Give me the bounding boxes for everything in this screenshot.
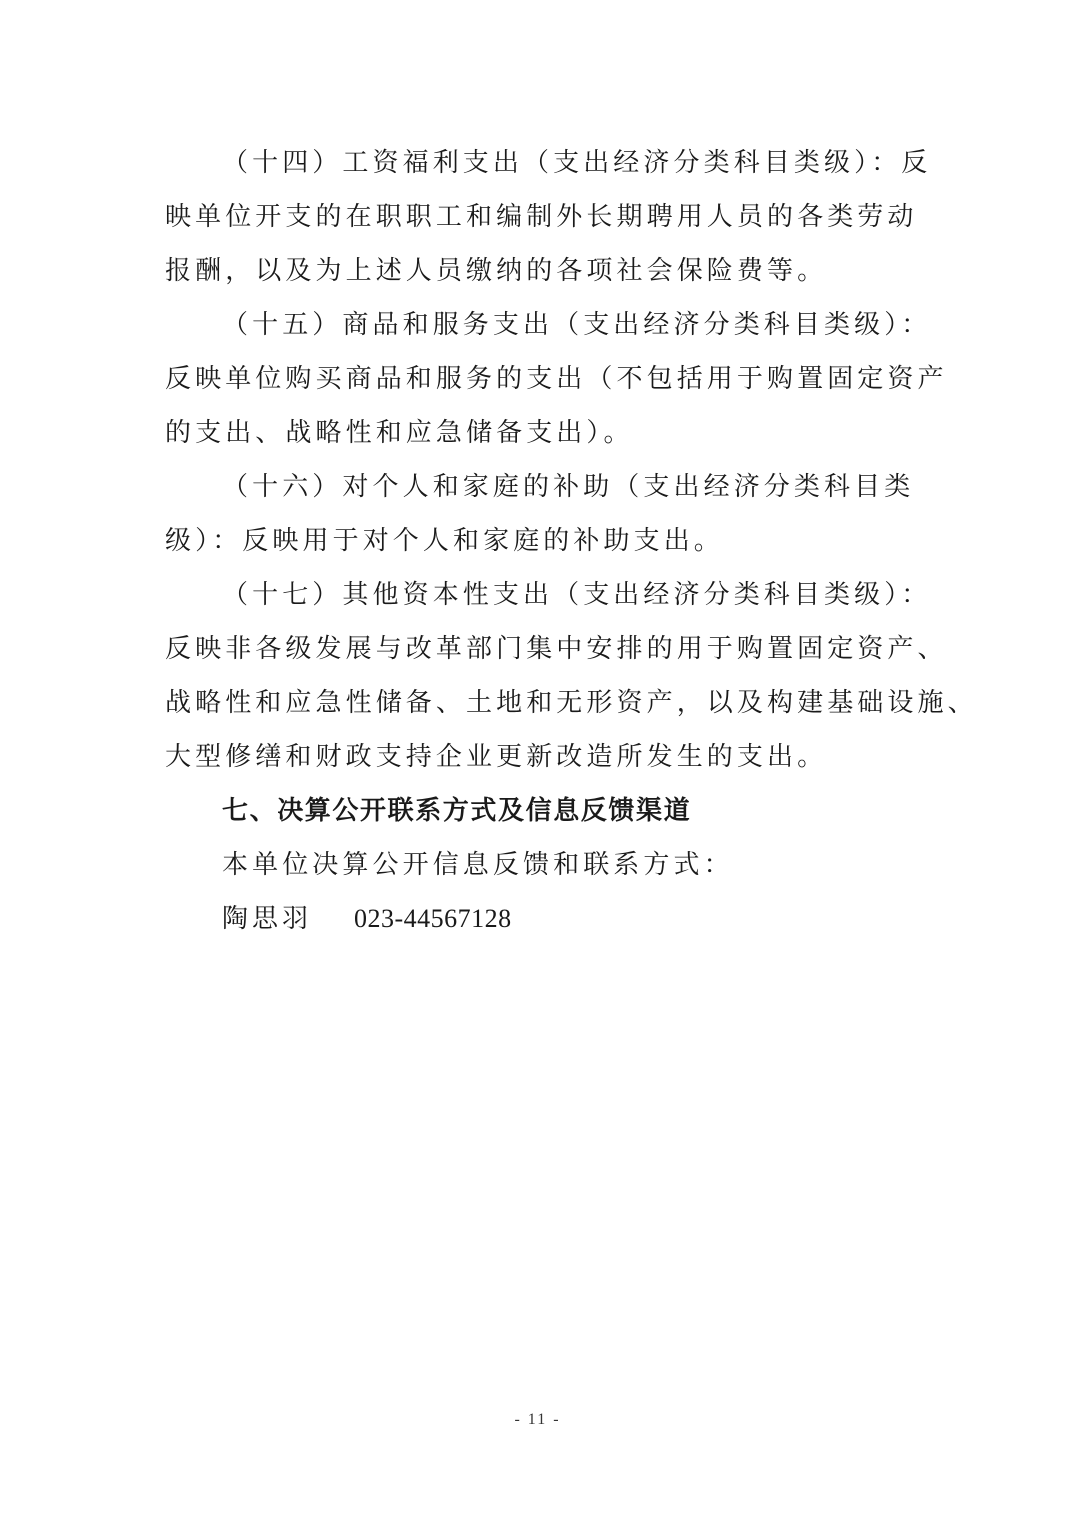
paragraph-17-line-1: （十七）其他资本性支出（支出经济分类科目类级）： — [222, 580, 932, 610]
section-heading: 七、决算公开联系方式及信息反馈渠道 — [222, 796, 692, 826]
page-number: - 11 - — [514, 1411, 561, 1428]
contact-intro: 本单位决算公开信息反馈和联系方式： — [222, 850, 734, 880]
paragraph-15-line-3: 的支出、战略性和应急储备支出）。 — [165, 418, 634, 448]
paragraph-16-line-1: （十六）对个人和家庭的补助（支出经济分类科目类 — [222, 472, 915, 502]
paragraph-14-line-3: 报酬，以及为上述人员缴纳的各项社会保险费等。 — [165, 256, 828, 286]
paragraph-17-line-3: 战略性和应急性储备、土地和无形资产，以及构建基础设施、 — [165, 688, 978, 718]
paragraph-16-line-2: 级）：反映用于对个人和家庭的补助支出。 — [165, 526, 724, 556]
paragraph-15-line-1: （十五）商品和服务支出（支出经济分类科目类级）： — [222, 310, 932, 340]
paragraph-14-line-2: 映单位开支的在职职工和编制外长期聘用人员的各类劳动 — [165, 202, 918, 232]
paragraph-17-line-4: 大型修缮和财政支持企业更新改造所发生的支出。 — [165, 742, 828, 772]
contact-name: 陶思羽 — [222, 904, 313, 934]
paragraph-15-line-2: 反映单位购买商品和服务的支出（不包括用于购置固定资产 — [165, 364, 948, 394]
paragraph-14-line-1: （十四）工资福利支出（支出经济分类科目类级）：反 — [222, 148, 932, 178]
contact-phone: 023-44567128 — [354, 904, 512, 933]
paragraph-17-line-2: 反映非各级发展与改革部门集中安排的用于购置固定资产、 — [165, 634, 948, 664]
contact-line — [222, 904, 512, 934]
